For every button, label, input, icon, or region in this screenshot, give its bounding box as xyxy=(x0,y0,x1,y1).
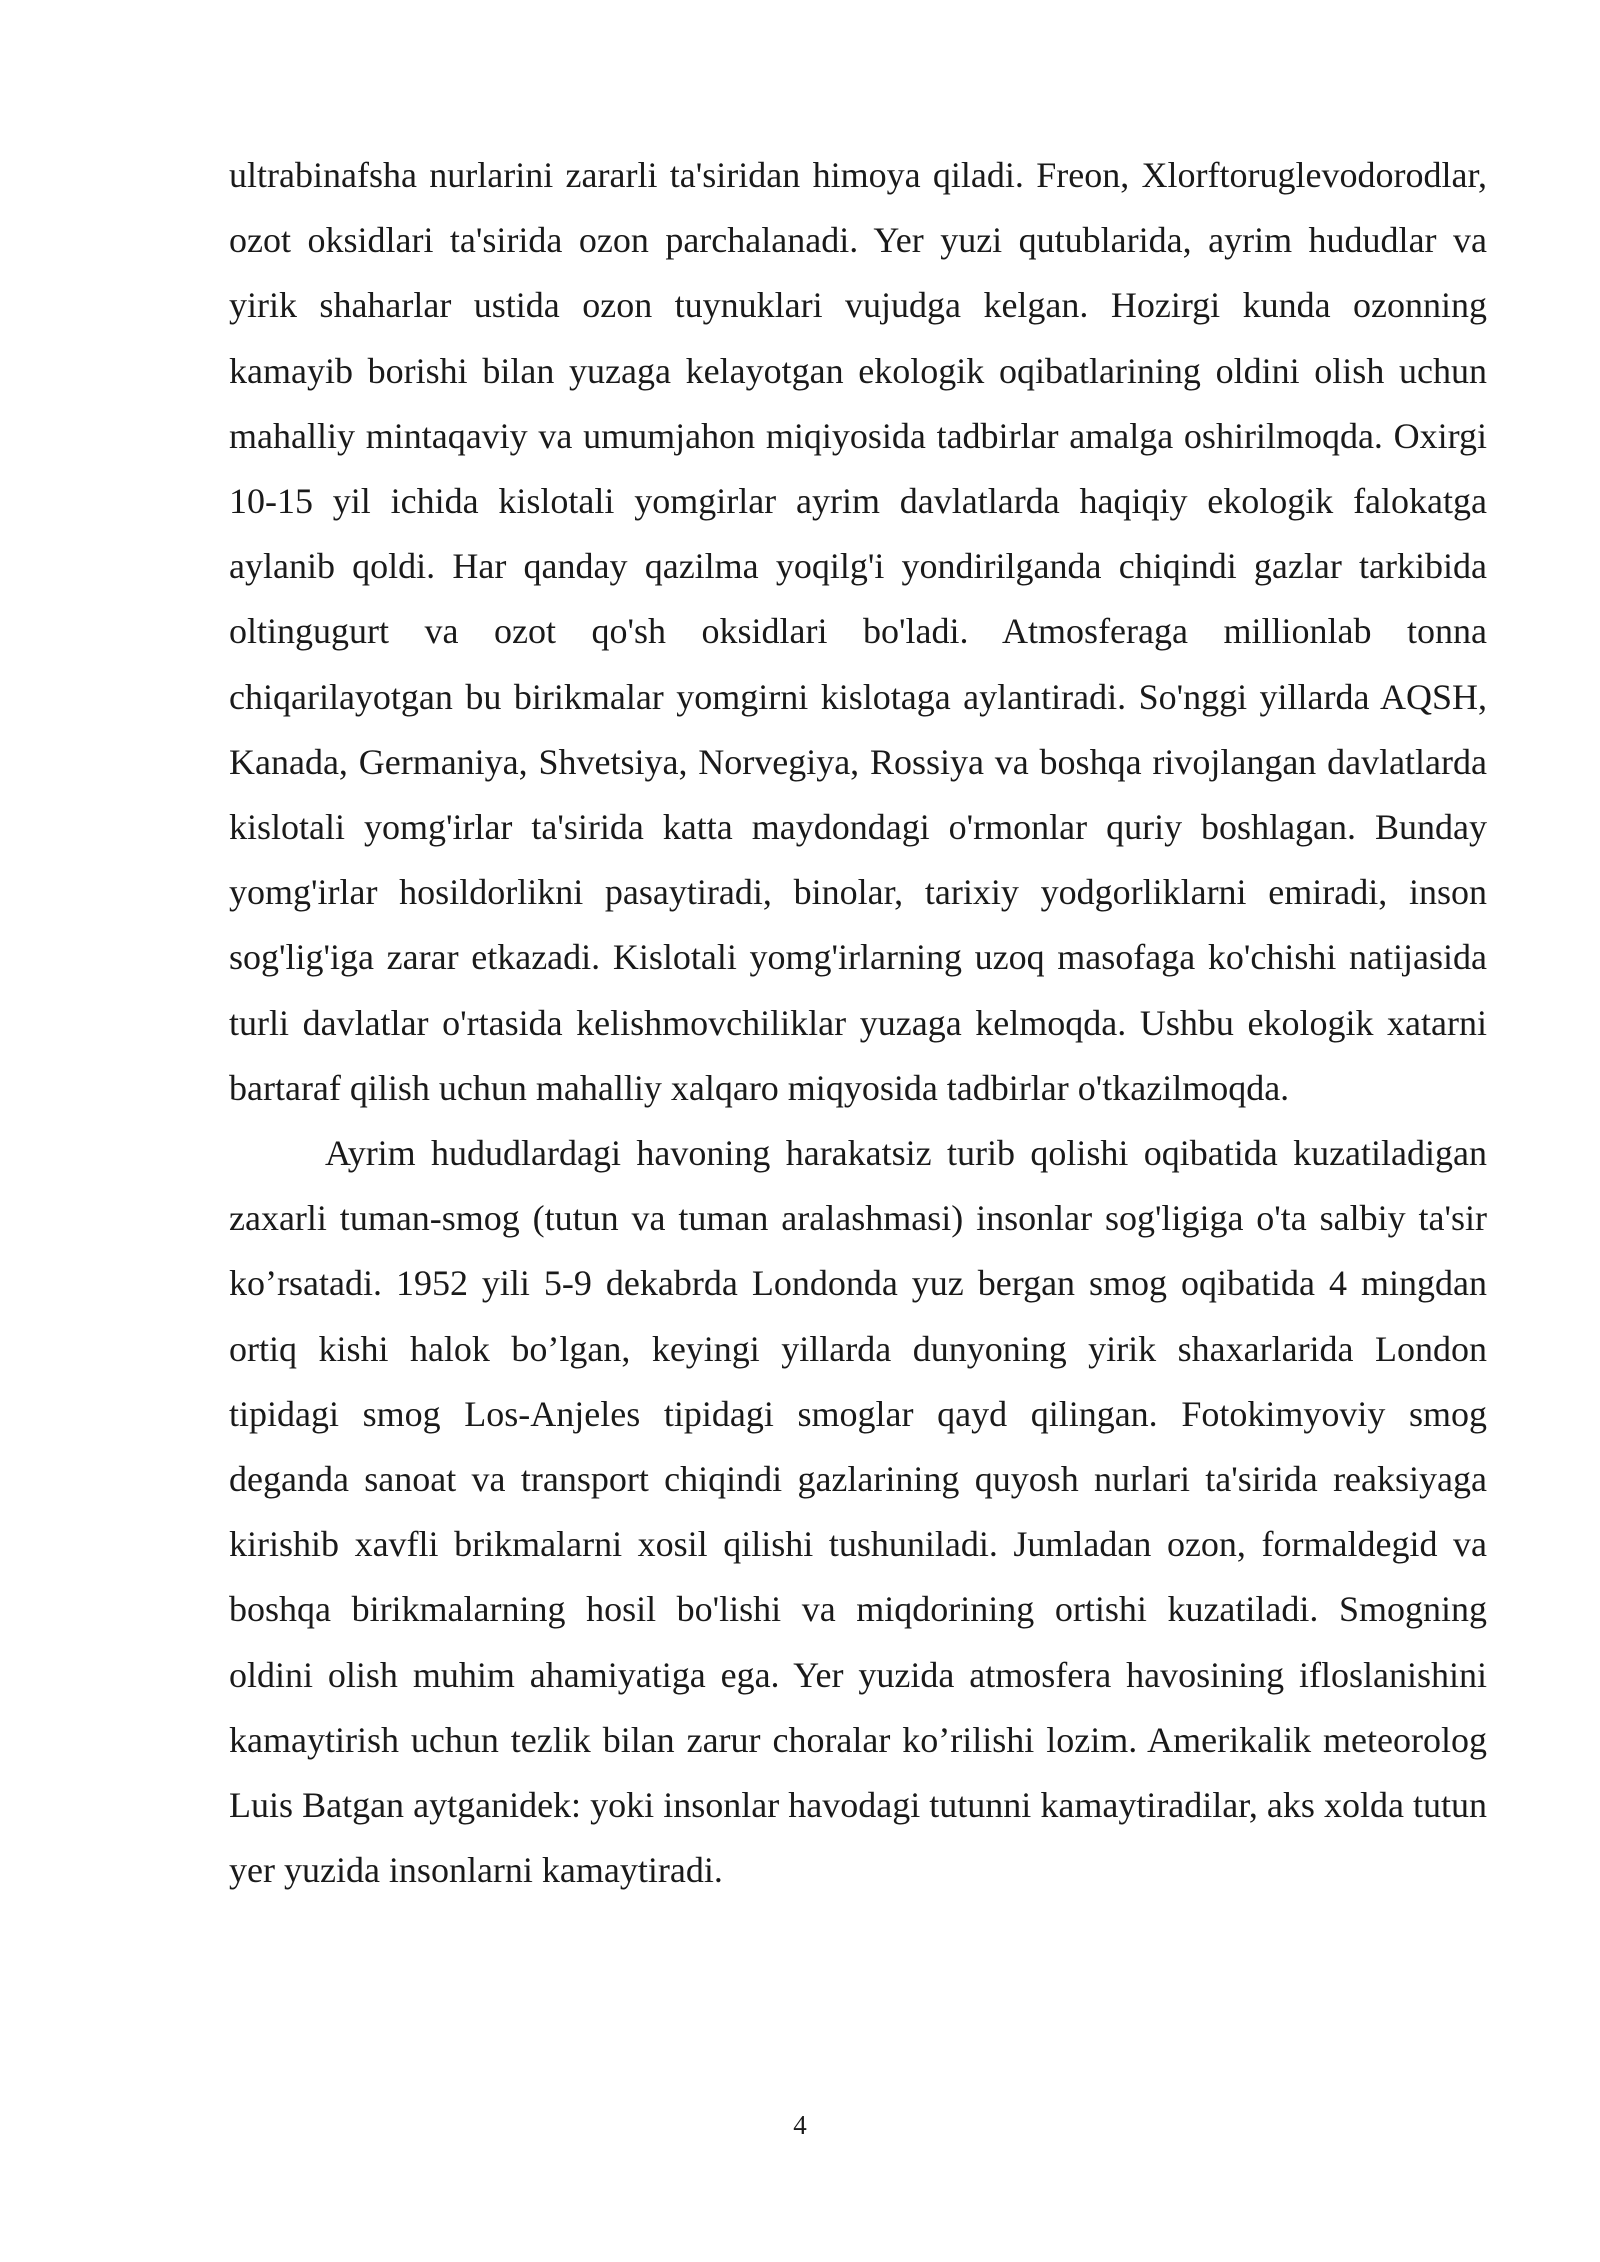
paragraph-ozone-acid-rain: ultrabinafsha nurlarini zararli ta'siridan himoya qiladi. Freon, Xlorftoruglevodorodlar, ozot oksidlari ta'sirida ozon parchalanadi. Yer yuzi qutublarida, ayrim hududlar va yirik shaharlar ustida ozon tuynuklari vujudga kelgan. Hozirgi kunda ozonning kamayib borishi bilan yuzaga kelayotgan ekologik oqibatlarining oldini olish uchun mahalliy mintaqaviy va umumjahon miqiyosida tadbirlar amalga oshirilmoqda. Oxirgi 10-15 yil ichida kislotali yomgirlar ayrim davlatlarda haqiqiy ekologik falokatga aylanib qoldi. Har qanday qazilma yoqilg'i yondirilganda chiqindi gazlar tarkibida oltingugurt va ozot qo'sh oksidlari bo'ladi. Atmosferaga millionlab tonna chiqarilayotgan bu birikmalar yomgirni kislotaga aylantiradi. So'nggi yillarda AQSH, Kanada, Germaniya, Shvetsiya, Norvegiya, Rossiya va boshqa rivojlangan davlatlarda kislotali yomg'irlar ta'sirida katta maydondagi o'rmonlar quriy boshlagan. Bunday yomg'irlar hosildorlikni pasaytiradi, binolar, tarixiy yodgorliklarni emiradi, inson sog'lig'iga zarar etkazadi. Kislotali yomg'irlarning uzoq masofaga ko'chishi natijasida turli davlatlar o'rtasida kelishmovchiliklar yuzaga kelmoqda. Ushbu ekologik xatarni bartaraf qilish uchun mahalliy xalqaro miqyosida tadbirlar o'tkazilmoqda. xyxy=(229,155,1487,1108)
body-text xyxy=(229,143,1487,1903)
paragraph-smog: Ayrim hududlardagi havoning harakatsiz turib qolishi oqibatida kuzatiladigan zaxarli tuman-smog (tutun va tuman aralashmasi) insonlar sog'ligiga o'ta salbiy ta'sir ko’rsatadi. 1952 yili 5-9 dekabrda Londonda yuz bergan smog oqibatida 4 mingdan ortiq kishi halok bo’lgan, keyingi yillarda dunyoning yirik shaxarlarida London tipidagi smog Los-Anjeles tipidagi smoglar qayd qilingan. Fotokimyoviy smog deganda sanoat va transport chiqindi gazlarining quyosh nurlari ta'sirida reaksiyaga kirishib xavfli brikmalarni xosil qilishi tushuniladi. Jumladan ozon, formaldegid va boshqa birikmalarning hosil bo'lishi va miqdorining ortishi kuzatiladi. Smogning oldini olish muhim ahamiyatiga ega. Yer yuzida atmosfera havosining ifloslanishini kamaytirish uchun tezlik bilan zarur choralar ko’rilishi lozim. Amerikalik meteorolog Luis Batgan aytganidek: yoki insonlar havodagi tutunni kamaytiradilar, aks xolda tutun yer yuzida insonlarni kamaytiradi. xyxy=(229,1133,1487,1891)
page-number: 4 xyxy=(793,2110,807,2140)
